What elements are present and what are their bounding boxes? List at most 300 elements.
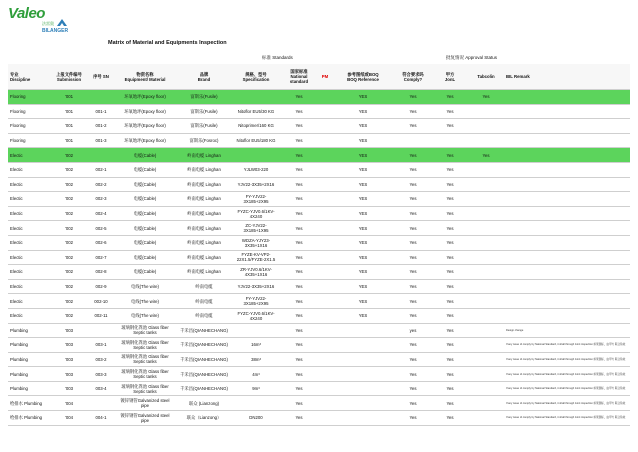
table-cell-serial-number: 003-2 (88, 352, 114, 367)
table-cell-tabcolin (468, 338, 504, 353)
table-cell-jonl: Yes (432, 119, 468, 134)
table-cell-national-standard: Yes (280, 396, 318, 411)
table-row (8, 177, 630, 192)
column-header-en-label: Discipline (10, 76, 31, 82)
column-header-cn-label: 参考图纸或BOQ (347, 71, 379, 77)
table-cell-discipline: Plumbing (8, 323, 50, 338)
table-row (8, 396, 630, 411)
table-cell-jonl: Yes (432, 90, 468, 105)
table-cell-serial-number: 002-3 (88, 192, 114, 207)
table-cell-jonl: Yes (432, 396, 468, 411)
table-cell-serial-number: 004-1 (88, 411, 114, 426)
table-cell-equipment-material: 电缆(Cable) (114, 235, 176, 250)
table-cell-boq-reference: YES (332, 294, 394, 309)
column-header-submission (50, 64, 88, 90)
table-cell-discipline: Electic (8, 279, 50, 294)
table-cell-boq-reference (332, 396, 394, 411)
table-cell-boq-reference: YES (332, 235, 394, 250)
table-cell-tabcolin (468, 265, 504, 280)
table-cell-serial-number: 002-8 (88, 265, 114, 280)
table-cell-equipment-material: 玻璃钢化粪池 Glass fiber Septic tanks (114, 352, 176, 367)
table-cell-specification: FYZC-YJV0.6/1KV-4X240 (232, 308, 280, 323)
table-cell-jonl: Yes (432, 411, 468, 426)
table-cell-submission: '002 (50, 265, 88, 280)
table-cell-jonl: Yes (432, 367, 468, 382)
table-row (8, 352, 630, 367)
table-cell-boq-reference: YES (332, 90, 394, 105)
table-cell-brand: 岭南电缆 Linghan (176, 221, 232, 236)
table-cell-submission: '002 (50, 177, 88, 192)
table-cell-equipment-material: 电线(The wire) (114, 308, 176, 323)
table-cell-jonl: Yes (432, 250, 468, 265)
table-row (8, 133, 630, 148)
table-cell-equipment-material: 镀锌钢管Galvanized steel pipe (114, 411, 176, 426)
table-cell-equipment-material: 电线(The wire) (114, 279, 176, 294)
table-cell-serial-number: 002-2 (88, 177, 114, 192)
table-cell-specification: ZC-YJV22-3X185+1X95 (232, 221, 280, 236)
table-cell-equipment-material: 环氧地坪(Epoxy floor) (114, 104, 176, 119)
table-cell-submission: '002 (50, 221, 88, 236)
table-cell-submission: '002 (50, 250, 88, 265)
table-cell-serial-number: 003-3 (88, 367, 114, 382)
table-cell-discipline: Electic (8, 177, 50, 192)
table-cell-bil-remark (504, 308, 630, 323)
table-cell-national-standard: Yes (280, 104, 318, 119)
table-cell-national-standard: Yes (280, 323, 318, 338)
table-cell-discipline: Electic (8, 192, 50, 207)
table-cell-tabcolin (468, 367, 504, 382)
table-cell-national-standard: Yes (280, 279, 318, 294)
column-header-comply (394, 64, 432, 90)
table-cell-brand: 岭南电缆 (176, 294, 232, 309)
column-header-en-label: BOQ Reference (347, 76, 379, 82)
table-cell-boq-reference: YES (332, 104, 394, 119)
table-cell-specification (232, 323, 280, 338)
table-cell-bil-remark (504, 221, 630, 236)
table-cell-jonl: Yes (432, 323, 468, 338)
table-cell-bil-remark: If any issue of comply by National Standard, it shall through Joint inspection 如果国标，由甲方 联合验收 (504, 352, 630, 367)
table-cell-discipline: Flooring (8, 133, 50, 148)
table-cell-bil-remark (504, 279, 630, 294)
table-cell-equipment-material: 电缆(Cable) (114, 221, 176, 236)
table-cell-national-standard: Yes (280, 133, 318, 148)
table-cell-boq-reference (332, 352, 394, 367)
table-cell-comply: Yes (394, 104, 432, 119)
table-cell-specification: FY-YJV22-3X185+2X95 (232, 294, 280, 309)
table-cell-discipline: Electic (8, 221, 50, 236)
column-header-en-label: Tabcolin (477, 74, 495, 79)
table-cell-specification: 16m³ (232, 338, 280, 353)
table-cell-discipline: Electic (8, 162, 50, 177)
table-cell-jonl: Yes (432, 235, 468, 250)
table-cell-bil-remark (504, 119, 630, 134)
table-cell-jonl: Yes (432, 381, 468, 396)
table-row (8, 367, 630, 382)
column-header-cn-label: 国家标准 (290, 69, 308, 74)
bilanger-logo-icon (56, 18, 68, 27)
column-header-pm (318, 64, 332, 90)
table-cell-pm (318, 352, 332, 367)
table-cell-specification (232, 148, 280, 163)
table-cell-submission: '003 (50, 323, 88, 338)
table-cell-tabcolin (468, 279, 504, 294)
table-cell-pm (318, 119, 332, 134)
table-cell-national-standard: Yes (280, 381, 318, 396)
table-cell-equipment-material: 电缆(Cable) (114, 148, 176, 163)
column-header-tabcolin (468, 64, 504, 90)
table-cell-pm (318, 381, 332, 396)
column-header-cn-label: 规格、型号 (245, 71, 267, 77)
table-cell-bil-remark (504, 250, 630, 265)
column-header-cn-label: 符合要求吗 (402, 71, 424, 77)
table-cell-national-standard: Yes (280, 206, 318, 221)
table-cell-tabcolin (468, 323, 504, 338)
table-cell-brand: 联众 (Lianzong) (176, 396, 232, 411)
table-cell-brand: 富斯乐(Fosroc) (176, 133, 232, 148)
table-cell-brand: 岭南电缆 Linghan (176, 265, 232, 280)
table-cell-comply: Yes (394, 235, 432, 250)
table-cell-specification: WDZA-YJY23-3X35+1X16 (232, 235, 280, 250)
column-header-en-label: PM (321, 74, 329, 79)
table-cell-specification: 9m³ (232, 381, 280, 396)
table-cell-national-standard: Yes (280, 221, 318, 236)
table-cell-comply: Yes (394, 396, 432, 411)
table-cell-national-standard: Yes (280, 367, 318, 382)
table-cell-national-standard: Yes (280, 338, 318, 353)
table-cell-discipline: Plumbing (8, 367, 50, 382)
column-header-en-label: Equipment/ Material (124, 76, 166, 82)
table-cell-pm (318, 148, 332, 163)
column-header-en-label: Specification (242, 76, 270, 82)
table-cell-boq-reference: YES (332, 221, 394, 236)
table-cell-comply: Yes (394, 265, 432, 280)
inspection-matrix-table (8, 64, 630, 426)
table-cell-brand: 千禾昌(QIANHECHANG) (176, 338, 232, 353)
table-cell-jonl: Yes (432, 308, 468, 323)
table-cell-submission: '001 (50, 133, 88, 148)
table-cell-brand: 联众（Lianzong） (176, 411, 232, 426)
table-cell-jonl: Yes (432, 148, 468, 163)
table-cell-comply: yes (394, 323, 432, 338)
table-cell-submission: '003 (50, 338, 88, 353)
table-cell-boq-reference: YES (332, 148, 394, 163)
table-cell-comply: Yes (394, 221, 432, 236)
column-header-en-label: National standard (289, 74, 309, 84)
column-header-cn-label: 上报文件编号 (56, 71, 82, 77)
table-cell-submission: '001 (50, 119, 88, 134)
table-cell-national-standard: Yes (280, 162, 318, 177)
column-header-en-label: Comply? (403, 76, 423, 82)
table-cell-brand: 岭南电缆 (176, 279, 232, 294)
table-cell-national-standard: Yes (280, 235, 318, 250)
table-cell-tabcolin (468, 221, 504, 236)
table-group-row (8, 148, 630, 163)
table-cell-discipline: Plumbing (8, 381, 50, 396)
column-header-cn-label: 专业 (10, 71, 19, 77)
table-cell-bil-remark (504, 104, 630, 119)
table-cell-equipment-material: 电缆(Cable) (114, 192, 176, 207)
table-cell-bil-remark (504, 294, 630, 309)
table-cell-specification: FY-YJV22-3X185+2X95 (232, 192, 280, 207)
table-cell-submission: '003 (50, 381, 88, 396)
table-cell-bil-remark (504, 133, 630, 148)
table-cell-boq-reference: YES (332, 192, 394, 207)
table-cell-specification: DN200 (232, 411, 280, 426)
column-header-en-label: BIL Remark (506, 74, 530, 79)
table-cell-comply: Yes (394, 119, 432, 134)
table-cell-brand: 千禾昌(QIANHECHANG) (176, 323, 232, 338)
table-cell-bil-remark: Design change (504, 323, 630, 338)
table-cell-specification: Nitoflor EU5/180 KG (232, 133, 280, 148)
table-row (8, 411, 630, 426)
table-cell-tabcolin (468, 119, 504, 134)
table-row (8, 250, 630, 265)
table-cell-tabcolin (468, 133, 504, 148)
table-cell-discipline: Electic (8, 308, 50, 323)
table-cell-comply: Yes (394, 338, 432, 353)
table-cell-submission: '002 (50, 192, 88, 207)
table-cell-pm (318, 411, 332, 426)
column-header-en-label: Submission (56, 76, 82, 82)
table-row (8, 308, 630, 323)
table-cell-national-standard: Yes (280, 90, 318, 105)
table-cell-submission: '001 (50, 90, 88, 105)
table-cell-serial-number: 002-11 (88, 308, 114, 323)
table-cell-comply: Yes (394, 250, 432, 265)
table-cell-serial-number: 003-1 (88, 338, 114, 353)
table-cell-submission: '003 (50, 352, 88, 367)
table-cell-brand: 富斯乐(Fusile) (176, 119, 232, 134)
table-cell-tabcolin: Yes (468, 90, 504, 105)
column-header-jonl (432, 64, 468, 90)
company-logo (8, 5, 80, 34)
table-cell-bil-remark (504, 206, 630, 221)
column-header-serial-number (88, 64, 114, 90)
table-cell-pm (318, 133, 332, 148)
table-cell-boq-reference: YES (332, 279, 394, 294)
table-cell-serial-number: 002-7 (88, 250, 114, 265)
table-body (8, 90, 630, 426)
table-cell-national-standard: Yes (280, 265, 318, 280)
table-cell-pm (318, 235, 332, 250)
table-cell-pm (318, 221, 332, 236)
table-cell-specification: Nitoflor EU5/30 KG (232, 104, 280, 119)
table-cell-specification: YJLW03-220 (232, 162, 280, 177)
table-cell-comply: Yes (394, 381, 432, 396)
table-cell-brand: 岭南电缆 Linghan (176, 250, 232, 265)
table-cell-bil-remark (504, 90, 630, 105)
table-cell-jonl: Yes (432, 352, 468, 367)
table-cell-serial-number: 002-10 (88, 294, 114, 309)
table-cell-specification (232, 90, 280, 105)
table-row (8, 119, 630, 134)
table-cell-tabcolin (468, 206, 504, 221)
table-cell-comply: Yes (394, 206, 432, 221)
table-cell-pm (318, 308, 332, 323)
table-cell-national-standard: Yes (280, 294, 318, 309)
table-cell-pm (318, 177, 332, 192)
table-cell-tabcolin (468, 308, 504, 323)
table-cell-national-standard: Yes (280, 119, 318, 134)
table-cell-boq-reference (332, 367, 394, 382)
table-cell-jonl: Yes (432, 177, 468, 192)
table-header-row (8, 64, 630, 90)
table-row (8, 104, 630, 119)
table-row (8, 294, 630, 309)
table-cell-specification: 4m³ (232, 367, 280, 382)
table-cell-discipline: Flooring (8, 119, 50, 134)
table-row (8, 235, 630, 250)
table-row (8, 381, 630, 396)
table-cell-comply: Yes (394, 90, 432, 105)
table-cell-jonl: Yes (432, 104, 468, 119)
table-cell-boq-reference (332, 338, 394, 353)
column-header-bil-remark (504, 64, 630, 90)
table-cell-equipment-material: 镀锌钢管Galvanized steel pipe (114, 396, 176, 411)
table-cell-comply: Yes (394, 294, 432, 309)
table-row (8, 162, 630, 177)
document-title: Matrix of Material and Equipments Inspection (108, 40, 227, 46)
table-cell-serial-number: 003-4 (88, 381, 114, 396)
table-cell-pm (318, 396, 332, 411)
table-cell-comply: Yes (394, 162, 432, 177)
table-cell-brand: 富斯乐(Fusile) (176, 90, 232, 105)
table-cell-equipment-material: 电缆(Cable) (114, 206, 176, 221)
table-cell-specification: ZR-YJV0.6/1KV-4X35+1X16 (232, 265, 280, 280)
table-cell-tabcolin: Yes (468, 148, 504, 163)
table-cell-pm (318, 279, 332, 294)
table-cell-comply: Yes (394, 148, 432, 163)
table-cell-pm (318, 206, 332, 221)
table-cell-tabcolin (468, 381, 504, 396)
table-cell-discipline: Electic (8, 265, 50, 280)
table-cell-bil-remark (504, 192, 630, 207)
table-cell-specification: YJV22-3X35+2X16 (232, 177, 280, 192)
table-cell-jonl: Yes (432, 265, 468, 280)
table-cell-equipment-material: 电缆(Cable) (114, 162, 176, 177)
table-cell-pm (318, 294, 332, 309)
table-cell-pm (318, 338, 332, 353)
table-cell-tabcolin (468, 104, 504, 119)
table-cell-jonl: Yes (432, 221, 468, 236)
table-cell-brand: 千禾昌(QIANHECHANG) (176, 367, 232, 382)
table-cell-submission: '004 (50, 396, 88, 411)
table-cell-jonl: Yes (432, 162, 468, 177)
table-cell-boq-reference: YES (332, 177, 394, 192)
table-row (8, 206, 630, 221)
bilanger-logo-text: BILANGER (42, 28, 69, 34)
table-cell-boq-reference: YES (332, 250, 394, 265)
table-cell-pm (318, 90, 332, 105)
table-cell-tabcolin (468, 250, 504, 265)
table-cell-discipline: Plumbing (8, 338, 50, 353)
table-cell-boq-reference (332, 411, 394, 426)
table-cell-boq-reference: YES (332, 133, 394, 148)
table-cell-bil-remark: If any issue of comply by National Standard, it shall through Joint inspection 如果国标，由甲方 联合验收 (504, 411, 630, 426)
table-cell-serial-number (88, 323, 114, 338)
table-cell-submission: '002 (50, 308, 88, 323)
table-cell-national-standard: Yes (280, 192, 318, 207)
table-cell-tabcolin (468, 396, 504, 411)
column-header-specification (232, 64, 280, 90)
table-cell-bil-remark (504, 235, 630, 250)
table-cell-brand: 岭南电缆 Linghan (176, 192, 232, 207)
table-cell-tabcolin (468, 352, 504, 367)
table-cell-tabcolin (468, 192, 504, 207)
table-cell-specification: FYZE-KV-VP2-22X1.5/FYZE-2X1.5 (232, 250, 280, 265)
table-cell-submission: '002 (50, 279, 88, 294)
valeo-logo-text: Valeo (8, 5, 45, 22)
table-cell-submission: '002 (50, 294, 88, 309)
table-row (8, 279, 630, 294)
table-cell-jonl: Yes (432, 279, 468, 294)
table-cell-jonl: Yes (432, 206, 468, 221)
table-cell-equipment-material: 玻璃钢化粪池 Glass fiber Septic tanks (114, 381, 176, 396)
table-cell-boq-reference: YES (332, 265, 394, 280)
table-cell-serial-number: 001-1 (88, 104, 114, 119)
table-cell-submission: '004 (50, 411, 88, 426)
table-cell-brand: 岭南电缆 Linghan (176, 206, 232, 221)
table-cell-serial-number: 002-9 (88, 279, 114, 294)
table-cell-equipment-material: 电缆(Cable) (114, 177, 176, 192)
table-cell-bil-remark: If any issue of comply by National Standard, it shall through Joint inspection 如果国标，由甲方 联合验收 (504, 381, 630, 396)
table-cell-equipment-material: 玻璃钢化粪池 Glass fiber Septic tanks (114, 338, 176, 353)
column-header-en-label: JonL (444, 76, 456, 82)
table-cell-jonl (432, 133, 468, 148)
column-header-discipline (8, 64, 50, 90)
table-cell-submission: '002 (50, 162, 88, 177)
table-cell-boq-reference: YES (332, 119, 394, 134)
table-cell-bil-remark: If any issue of comply by National Standard, it shall through Joint inspection 如果国标，由甲方 联合验收 (504, 396, 630, 411)
table-cell-tabcolin (468, 177, 504, 192)
table-cell-discipline: Plumbing (8, 352, 50, 367)
table-cell-comply: Yes (394, 411, 432, 426)
table-cell-boq-reference (332, 323, 394, 338)
table-cell-discipline: Flooring (8, 90, 50, 105)
table-cell-serial-number (88, 396, 114, 411)
table-cell-boq-reference: YES (332, 308, 394, 323)
column-header-boq-reference (332, 64, 394, 90)
table-cell-pm (318, 250, 332, 265)
table-row (8, 221, 630, 236)
table-cell-discipline: Electic (8, 235, 50, 250)
table-cell-brand: 岭南电缆 (176, 308, 232, 323)
table-cell-pm (318, 162, 332, 177)
table-cell-comply: Yes (394, 308, 432, 323)
table-cell-pm (318, 265, 332, 280)
table-cell-jonl: Yes (432, 294, 468, 309)
table-cell-national-standard: Yes (280, 352, 318, 367)
table-cell-specification (232, 396, 280, 411)
table-cell-equipment-material: 环氧地坪(Epoxy floor) (114, 90, 176, 105)
column-header-brand (176, 64, 232, 90)
approval-group-header: 批复情况 Approval Status (446, 55, 498, 60)
table-cell-submission: '003 (50, 367, 88, 382)
table-cell-tabcolin (468, 294, 504, 309)
table-cell-specification: 38m³ (232, 352, 280, 367)
table-cell-serial-number: 002-4 (88, 206, 114, 221)
table-cell-serial-number: 002-5 (88, 221, 114, 236)
table-cell-discipline: 给排水 Plumbing (8, 396, 50, 411)
table-cell-pm (318, 367, 332, 382)
table-cell-equipment-material: 电缆(Cable) (114, 250, 176, 265)
table-cell-submission: '002 (50, 148, 88, 163)
table-cell-jonl: Yes (432, 192, 468, 207)
table-cell-equipment-material: 玻璃钢化粪池 Glass fiber Septic tanks (114, 367, 176, 382)
standards-group-header: 标准 Standards (262, 55, 293, 60)
table-cell-national-standard: Yes (280, 308, 318, 323)
table-cell-comply: Yes (394, 352, 432, 367)
